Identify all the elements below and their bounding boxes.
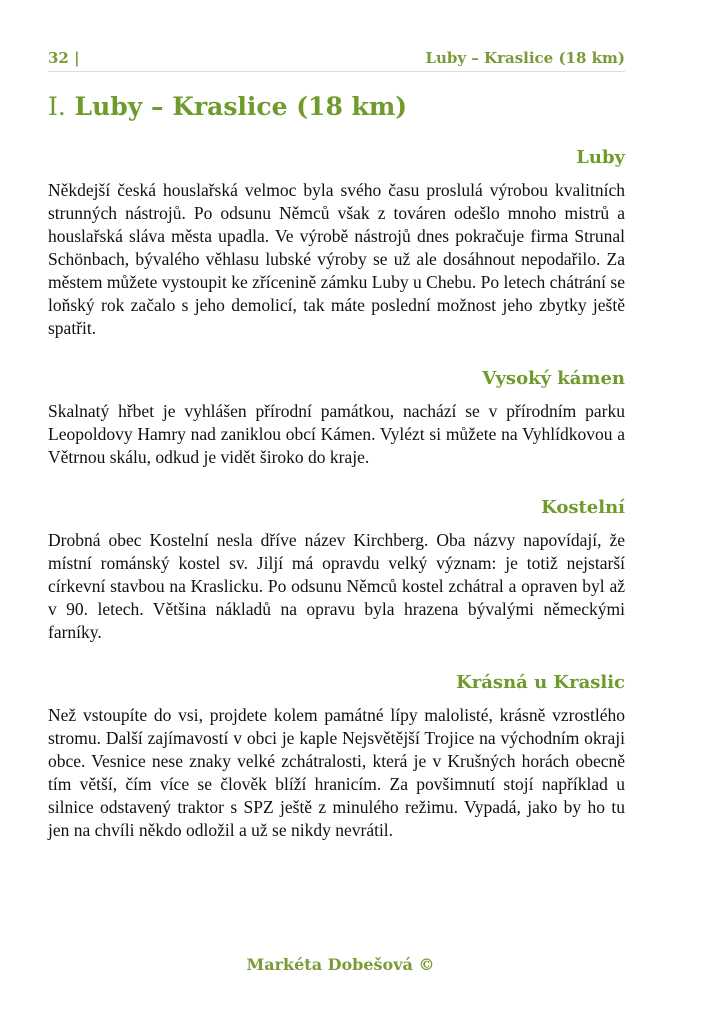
section-kostelni	[48, 496, 625, 644]
section-paragraph: Drobná obec Kostelní nesla dříve název Kirchberg. Oba názvy napovídají, že místní románský kostel sv. Jiljí má opravdu velký význam: je totiž nejstarší církevní stavbou na Kraslicku. Po odsunu Němců kostel zchátral a opraven byl až v 90. letech. Většina nákladů na opravu byla hrazena bývalými německými farníky.	[48, 530, 625, 642]
section-title: Kostelní	[541, 497, 625, 518]
header-divider	[48, 71, 625, 72]
section-paragraph: Než vstoupíte do vsi, projdete kolem památné lípy malolisté, krásně vzrostlého stromu. Další zajímavostí v obci je kaple Nejsvětější Trojice na východním okraji obce. Vesnice nese znaky velké zchátralosti, která je v Krušných horách obecně tím větší, čím více se člověk blíží hranicím. Za povšimnutí stojí například u silnice odstavený traktor s SPZ ještě z minulého režimu. Vypadá, jako by ho tu jen na chvíli někdo odložil a už se nikdy nevrátil.	[48, 705, 625, 840]
section-paragraph: Někdejší česká houslařská velmoc byla svého času proslulá výrobou kvalitních strunných nástrojů. Po odsunu Němců však z továren odešlo mnoho mistrů a houslařská sláva města upadla. Ve výrobě nástrojů dnes pokračuje firma Strunal Schönbach, bývalého věhlasu lubské výroby se už ale dosáhnout nepodařilo. Za městem můžete vystoupit ke zřícenině zámku Luby u Chebu. Po letech chátrání se loňský rok začalo s jeho demolicí, tak máte poslední možnost jeho zbytky ještě spatřit.	[48, 180, 625, 338]
chapter-number: I.	[48, 92, 66, 121]
section-title: Krásná u Kraslic	[456, 672, 625, 693]
chapter-title-text: Luby – Kraslice (18 km)	[74, 92, 408, 121]
section-krasna-u-kraslic	[48, 671, 625, 842]
running-title: Luby – Kraslice (18 km)	[425, 49, 625, 67]
page-content	[48, 146, 625, 842]
page-header	[48, 49, 625, 67]
section-title: Vysoký kámen	[482, 368, 625, 389]
chapter-title	[48, 92, 407, 121]
page-number: 32 |	[48, 49, 80, 67]
section-title: Luby	[576, 147, 625, 168]
section-paragraph: Skalnatý hřbet je vyhlášen přírodní památkou, nachází se v přírodním parku Leopoldovy Hamry nad zaniklou obcí Kámen. Vylézt si můžete na Vyhlídkovou a Větrnou skálu, odkud je vidět široko do kraje.	[48, 401, 625, 467]
section-vysoky-kamen	[48, 367, 625, 469]
page-footer: Markéta Dobešová ©	[246, 955, 435, 974]
section-luby	[48, 146, 625, 340]
